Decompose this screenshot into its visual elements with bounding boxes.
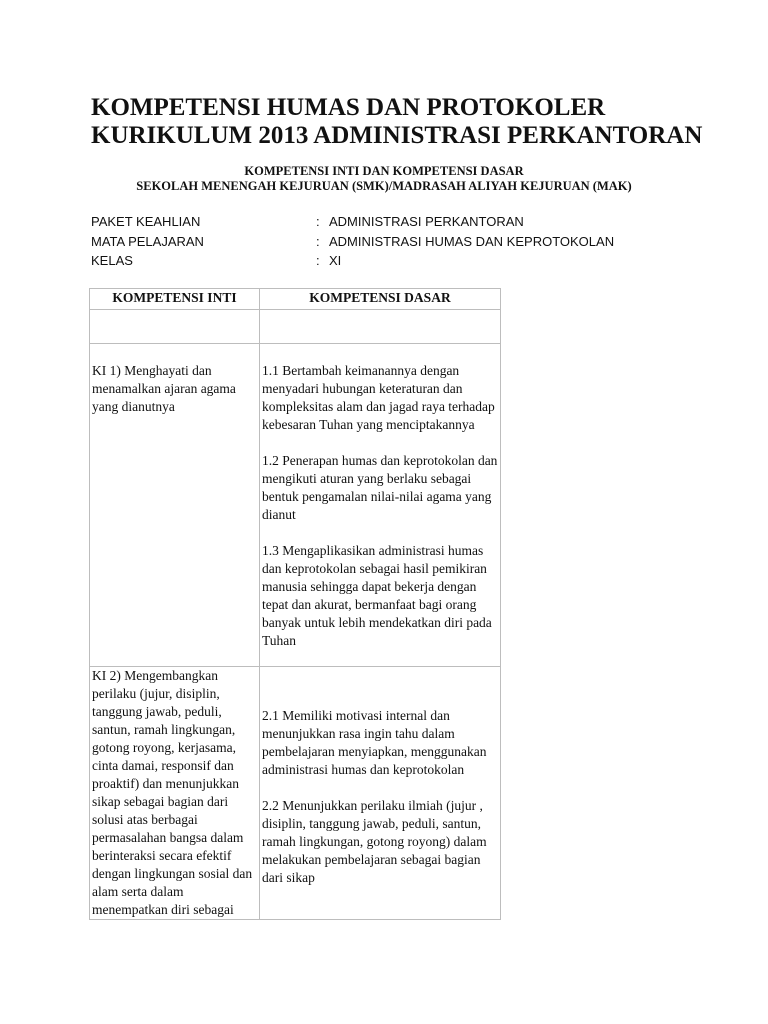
table-spacer-row xyxy=(90,310,501,344)
cell-gap xyxy=(262,779,498,797)
kd-item: 1.2 Penerapan humas dan keprotokolan dan mengikuti aturan yang berlaku sebagai bentuk pengamalan nilai-nilai agama yang dianut xyxy=(262,453,498,522)
kd-cell xyxy=(260,344,501,667)
header-kompetensi-dasar: KOMPETENSI DASAR xyxy=(260,289,501,310)
ki-text: KI 2) Mengembangkan perilaku (jujur, disiplin, tanggung jawab, peduli, santun, ramah lingkungan, gotong royong, kerjasama, cinta damai, responsif dan proaktif) dan menunjukkan sikap sebagai bagian dari solusi atas berbagai permasalahan bangsa dalam berinteraksi secara efektif dengan lingkungan sosial dan alam serta dalam menempatkan diri sebagai xyxy=(92,668,253,917)
ki-text: KI 1) Menghayati dan menamalkan ajaran agama yang dianutnya xyxy=(92,363,236,414)
meta-row-paket-keahlian xyxy=(91,214,691,234)
meta-label: PAKET KEAHLIAN xyxy=(91,214,201,229)
table-row-ki2 xyxy=(90,667,501,920)
cell-gap xyxy=(92,344,257,362)
table-row-ki1 xyxy=(90,344,501,667)
cell-gap xyxy=(262,524,498,542)
kd-item: 1.3 Mengaplikasikan administrasi humas dan keprotokolan sebagai hasil pemikiran manusia sehingga dapat bekerja dengan tepat dan akurat, bermanfaat bagi orang banyak untuk lebih mendekatkan diri pada Tuhan xyxy=(262,543,492,648)
meta-label: MATA PELAJARAN xyxy=(91,234,204,249)
header-kompetensi-inti: KOMPETENSI INTI xyxy=(90,289,260,310)
cell-gap xyxy=(262,434,498,452)
document-subtitle-line-2: SEKOLAH MENENGAH KEJURUAN (SMK)/MADRASAH ALIYAH KEJURUAN (MAK) xyxy=(136,179,632,193)
empty-cell xyxy=(90,310,260,344)
kd-item: 2.2 Menunjukkan perilaku ilmiah (jujur , disiplin, tanggung jawab, peduli, santun, ramah lingkungan, gotong royong) dalam melakukan pembelajaran sebagai bagian dari sikap xyxy=(262,798,487,885)
document-title-line-1: KOMPETENSI HUMAS DAN PROTOKOLER xyxy=(91,94,606,121)
kd-cell xyxy=(260,667,501,920)
cell-gap xyxy=(262,667,498,689)
kd-item: 1.1 Bertambah keimanannya dengan menyadari hubungan keteraturan dan kompleksitas alam dan jagad raya terhadap kebesaran Tuhan yang menciptakannya xyxy=(262,363,495,432)
document-subtitle-line-1: KOMPETENSI INTI DAN KOMPETENSI DASAR xyxy=(244,164,524,178)
ki-cell xyxy=(90,667,260,920)
meta-value: ADMINISTRASI HUMAS DAN KEPROTOKOLAN xyxy=(329,234,615,249)
cell-gap xyxy=(262,689,498,707)
meta-colon: : xyxy=(316,253,320,268)
document-title-line-2: KURIKULUM 2013 ADMINISTRASI PERKANTORAN xyxy=(91,122,703,149)
meta-value: XI xyxy=(329,253,342,268)
meta-row-kelas xyxy=(91,253,691,273)
competency-table xyxy=(89,288,501,920)
table-header-row xyxy=(90,289,501,310)
meta-value: ADMINISTRASI PERKANTORAN xyxy=(329,214,524,229)
empty-cell xyxy=(260,310,501,344)
meta-label: KELAS xyxy=(91,253,133,268)
kd-item: 2.1 Memiliki motivasi internal dan menunjukkan rasa ingin tahu dalam pembelajaran menyiapkan, menggunakan administrasi humas dan keprotokolan xyxy=(262,708,487,777)
meta-colon: : xyxy=(316,214,320,229)
meta-colon: : xyxy=(316,234,320,249)
ki-cell xyxy=(90,344,260,667)
cell-gap xyxy=(262,344,498,362)
meta-row-mata-pelajaran xyxy=(91,234,691,254)
